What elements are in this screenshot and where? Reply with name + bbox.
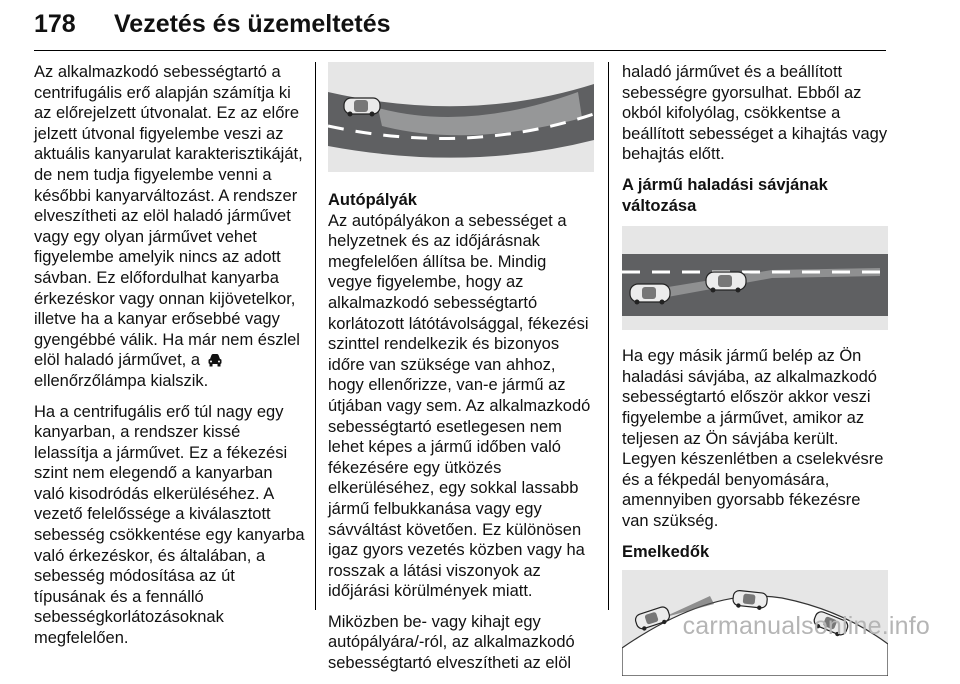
- paragraph: [34, 62, 306, 392]
- paragraph: Miközben be- vagy kihajt egy autópályára/-ról, az alkalmazkodó sebességtartó elveszítheti az elöl: [328, 612, 575, 673]
- section-heading: A jármű haladási sávjának változása: [622, 175, 828, 215]
- lane-change-illustration: [622, 226, 888, 330]
- section-heading: Emelkedők: [622, 542, 710, 561]
- column-2: [328, 62, 594, 684]
- paragraph: Ha egy másik jármű belép az Ön haladási sávjába, az alkalmazkodó sebességtartó először akkor veszi figyelembe a járművet, amikor az teljesen az Ön sávjába került. Legyen készenlétben a cselekvésre és a fékpedál benyomására, amennyiben gyorsabb fékezésre van szükség.: [622, 347, 884, 530]
- paragraph: Ha a centrifugális erő túl nagy egy kanyarban, a rendszer kissé lelassítja a járművet. Ez a fékezési szint nem elegendő a kanyarban való kisodródás elkerüléséhez. A vezető felelőssége a kiválasztott sebesség csökkentése egy kanyarba való érkezéskor, és általában, a sebesség módosítása az út típusának és a fennálló sebességkorlátozásoknak megfelelően.: [34, 402, 305, 648]
- page-header: [34, 6, 886, 51]
- watermark: carmanualsonline.info: [682, 612, 930, 640]
- chapter-title: Vezetés és üzemeltetés: [114, 10, 391, 38]
- vehicle-ahead-indicator-icon: [207, 353, 223, 367]
- column-1: [34, 62, 306, 659]
- curve-road-illustration: [328, 62, 594, 172]
- paragraph-text: ellenőrzőlámpa kialszik.: [34, 371, 209, 390]
- column-divider: [315, 62, 316, 610]
- page-number: 178: [34, 10, 76, 38]
- paragraph-text: Az alkalmazkodó sebességtartó a centrifugális erő alapján számítja ki az előrejelzett útvonalat. Ez az előre jelzett útvonal figyelembe veszi az aktuális kanyarulat karakterisztikáját, de nem tudja figyelembe venni a későbbi kanyarváltozást. A rendszer elveszítheti az elöl haladó járművet vagy egy olyan járművet vehet figyelembe amelyik nincs az adott sávban. Ez előfordulhat kanyarba érkezéskor vagy onnan kijövetelkor, illetve ha a kanyar erősebbé vagy gyengébbé válik. Ha már nem észlel elöl haladó járművet, a: [34, 63, 303, 370]
- section-heading: Autópályák: [328, 191, 417, 209]
- car-icon: [344, 98, 380, 117]
- paragraph: haladó járművet és a beállított sebességre gyorsulhat. Ebből az okból kifolyólag, csökkentse a beállított sebességet a kihajtás vagy behajtás előtt.: [622, 63, 888, 164]
- car-icon: [706, 272, 746, 293]
- column-3: [622, 62, 888, 676]
- paragraph: Az autópályákon a sebességet a helyzetnek és az időjárásnak megfelelően állítsa be. Mindig vegye figyelembe, hogy az alkalmazkodó sebességtartó korlátozott látótávolsággal, fékezési szinttel rendelkezik és bizonyos időre van szüksége van ahhoz, hogy ellenőrizze, van-e jármű az útjában vagy sem. Az alkalmazkodó sebességtartó esetlegesen nem lehet képes a jármű időben való fékezésére egy ütközés elkerüléséhez, egy sokkal lassabb jármű felbukkanása vagy egy sávváltást követően. Ez különösen igaz gyors vezetés közben vagy ha rosszak a látási viszonyok az időjárási körülmények miatt.: [328, 211, 591, 601]
- column-divider: [608, 62, 609, 610]
- car-icon: [630, 284, 670, 305]
